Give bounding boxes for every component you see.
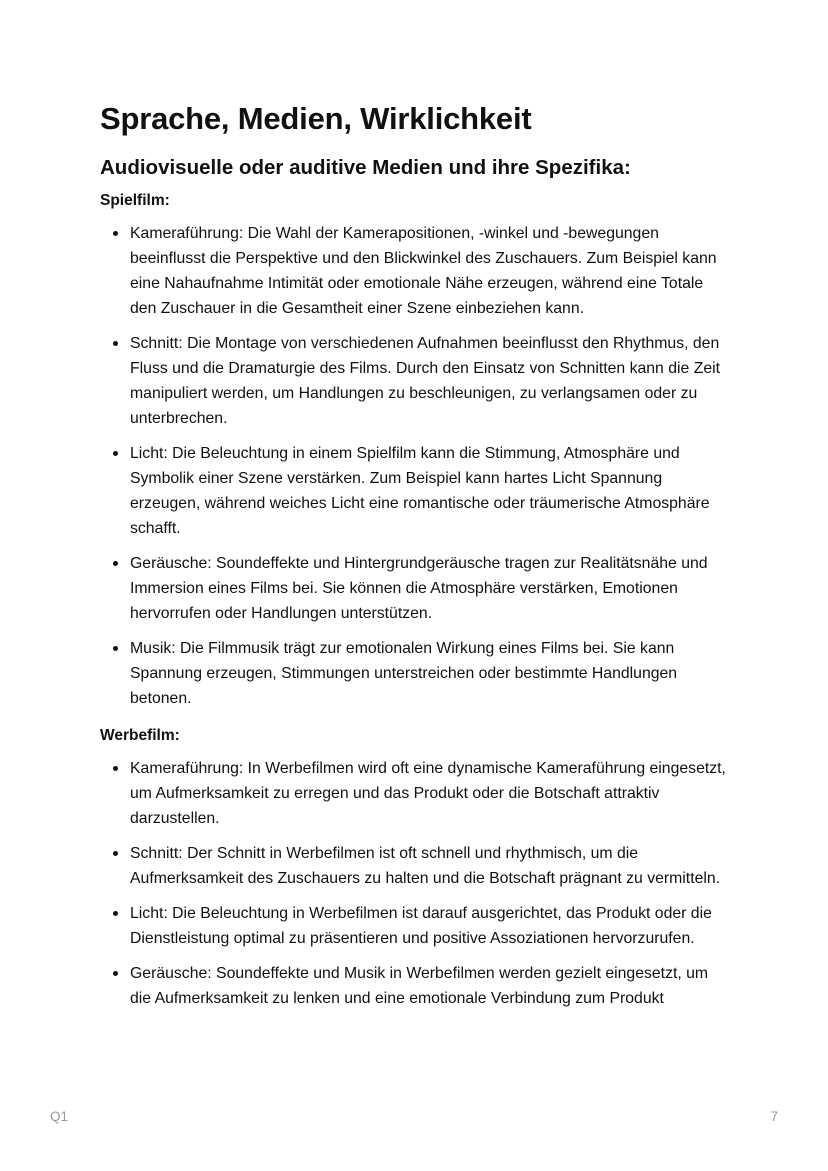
- section-label-werbefilm: Werbefilm:: [100, 727, 180, 744]
- list-item: Schnitt: Der Schnitt in Werbefilmen ist oft schnell und rhythmisch, um die Aufmerksamkeit des Zuschauers zu halten und die Botschaft prägnant zu vermitteln.: [130, 841, 730, 891]
- list-item: Licht: Die Beleuchtung in einem Spielfilm kann die Stimmung, Atmosphäre und Symbolik einer Szene verstärken. Zum Beispiel kann hartes Licht Spannung erzeugen, während weiches Licht eine romantische oder träumerische Atmosphäre schafft.: [130, 441, 730, 541]
- page-number: 7: [770, 1109, 778, 1124]
- list-item: Kameraführung: In Werbefilmen wird oft eine dynamische Kameraführung eingesetzt, um Aufmerksamkeit zu erregen und das Produkt oder die Botschaft attraktiv darzustellen.: [130, 756, 730, 831]
- footer-label: Q1: [50, 1109, 69, 1124]
- page-content: [100, 98, 730, 1021]
- list-item: Schnitt: Die Montage von verschiedenen Aufnahmen beeinflusst den Rhythmus, den Fluss und die Dramaturgie des Films. Durch den Einsatz von Schnitten kann die Zeit manipuliert werden, um Handlungen zu beschleunigen, zu verlangsamen oder zu unterbrechen.: [130, 331, 730, 431]
- section-label-spielfilm: Spielfilm:: [100, 192, 170, 209]
- list-item: Geräusche: Soundeffekte und Musik in Werbefilmen werden gezielt eingesetzt, um die Aufmerksamkeit zu lenken und eine emotionale Verbindung zum Produkt: [130, 961, 730, 1011]
- list-item: Licht: Die Beleuchtung in Werbefilmen ist darauf ausgerichtet, das Produkt oder die Dienstleistung optimal zu präsentieren und positive Assoziationen hervorzurufen.: [130, 901, 730, 951]
- list-item: Kameraführung: Die Wahl der Kamerapositionen, -winkel und -bewegungen beeinflusst die Perspektive und den Blickwinkel des Zuschauers. Zum Beispiel kann eine Nahaufnahme Intimität oder emotionale Nähe erzeugen, während eine Totale den Zuschauer in die Gesamtheit einer Szene einbeziehen kann.: [130, 221, 730, 321]
- page-subtitle: Audiovisuelle oder auditive Medien und ihre Spezifika:: [100, 156, 631, 179]
- list-item: Geräusche: Soundeffekte und Hintergrundgeräusche tragen zur Realitätsnähe und Immersion eines Films bei. Sie können die Atmosphäre verstärken, Emotionen hervorrufen oder Handlungen unterstützen.: [130, 551, 730, 626]
- bullet-list-spielfilm: [100, 221, 730, 711]
- list-item: Musik: Die Filmmusik trägt zur emotionalen Wirkung eines Films bei. Sie kann Spannung erzeugen, Stimmungen unterstreichen oder bestimmte Handlungen betonen.: [130, 636, 730, 711]
- bullet-list-werbefilm: [100, 756, 730, 1011]
- page-title: Sprache, Medien, Wirklichkeit: [100, 101, 532, 136]
